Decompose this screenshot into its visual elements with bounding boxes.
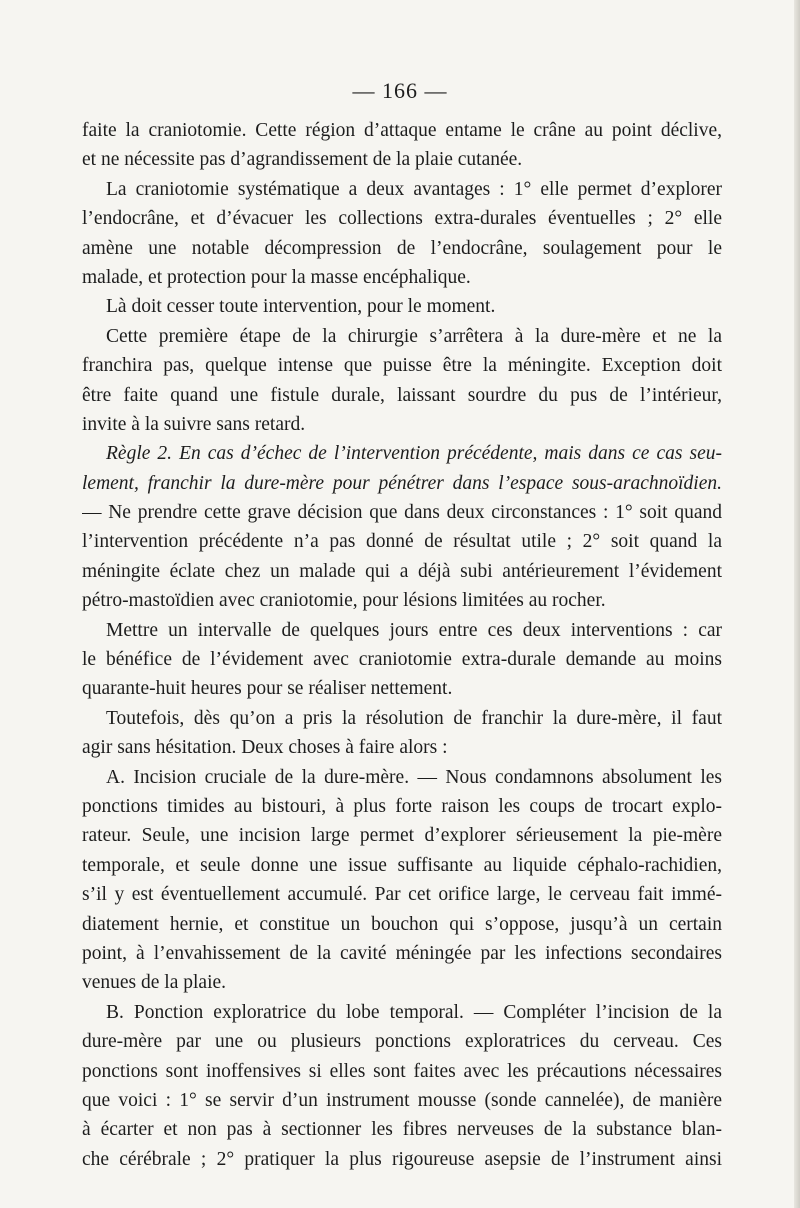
text-line: l’intervention précédente n’a pas donné de résultat utile ; 2° soit quand la (82, 531, 722, 553)
text-line: agir sans hésitation. Deux choses à faire alors : (82, 737, 448, 759)
text-line: méningite éclate chez un malade qui a déjà subi antérieurement l’évidement (82, 560, 722, 582)
text-line: A. Incision cruciale de la dure-mère. — Nous condamnons absolument les (106, 766, 722, 788)
text-line: que voici : 1° se servir d’un instrument mousse (sonde cannelée), de manière (82, 1089, 722, 1111)
page-edge (794, 0, 800, 1208)
text-line: Règle 2. En cas d’échec de l’intervention précédente, mais dans ce cas seu- (106, 443, 722, 465)
text-line: rateur. Seule, une incision large permet d’explorer sérieusement la pie-mère (82, 825, 722, 847)
text-line: s’il y est éventuellement accumulé. Par cet orifice large, le cerveau fait immé- (82, 884, 722, 906)
page-number: — 166 — (352, 78, 448, 103)
text-line: Là doit cesser toute intervention, pour le moment. (106, 296, 496, 318)
text-line: Cette première étape de la chirurgie s’arrêtera à la dure-mère et ne la (106, 325, 722, 347)
text-line: amène une notable décompression de l’endocrâne, soulagement pour le (82, 237, 722, 259)
text-line: le bénéfice de l’évidement avec craniotomie extra-durale demande au moins (82, 649, 722, 671)
text-line: ponctions sont inoffensives si elles sont faites avec les précautions nécessaires (82, 1060, 722, 1082)
text-line: B. Ponction exploratrice du lobe temporal. — Compléter l’incision de la (106, 1001, 722, 1023)
text-line: ponctions timides au bistouri, à plus forte raison les coups de trocart explo- (82, 795, 722, 817)
text-line: lement, franchir la dure-mère pour pénétrer dans l’espace sous-arachnoïdien. (82, 472, 722, 494)
text-line: être faite quand une fistule durale, laissant sourdre du pus de l’intérieur, (82, 384, 722, 406)
text-line: Mettre un intervalle de quelques jours entre ces deux interventions : car (106, 619, 722, 641)
text-line: quarante-huit heures pour se réaliser nettement. (82, 678, 453, 700)
text-line: La craniotomie systématique a deux avantages : 1° elle permet d’explorer (106, 178, 722, 200)
body-text (82, 116, 722, 1174)
text-line: temporale, et seule donne une issue suffisante au liquide céphalo-rachidien, (82, 854, 722, 876)
text-line: invite à la suivre sans retard. (82, 413, 306, 435)
text-line: faite la craniotomie. Cette région d’attaque entame le crâne au point déclive, (82, 120, 722, 141)
text-line: et ne nécessite pas d’agrandissement de la plaie cutanée. (82, 149, 523, 171)
text-line: che cérébrale ; 2° pratiquer la plus rigoureuse asepsie de l’instrument ainsi (82, 1148, 722, 1170)
text-line: malade, et protection pour la masse encéphalique. (82, 266, 471, 288)
text-line: à écarter et non pas à sectionner les fibres nerveuses de la substance blan- (82, 1119, 722, 1141)
text-line: franchira pas, quelque intense que puisse être la méningite. Exception doit (82, 355, 722, 377)
text-line: venues de la plaie. (82, 972, 227, 994)
text-line: point, à l’envahissement de la cavité méningée par les infections secondaires (82, 942, 722, 964)
text-line: pétro-mastoïdien avec craniotomie, pour lésions limitées au rocher. (82, 590, 606, 612)
text-line: diatement hernie, et constitue un bouchon qui s’oppose, jusqu’à un certain (82, 913, 722, 935)
text-line: l’endocrâne, et d’évacuer les collections extra-durales éventuelles ; 2° elle (82, 208, 722, 230)
text-line: Toutefois, dès qu’on a pris la résolution de franchir la dure-mère, il faut (106, 707, 722, 729)
text-line: — Ne prendre cette grave décision que dans deux circonstances : 1° soit quand (82, 502, 722, 524)
text-line: dure-mère par une ou plusieurs ponctions exploratrices du cerveau. Ces (82, 1031, 722, 1053)
